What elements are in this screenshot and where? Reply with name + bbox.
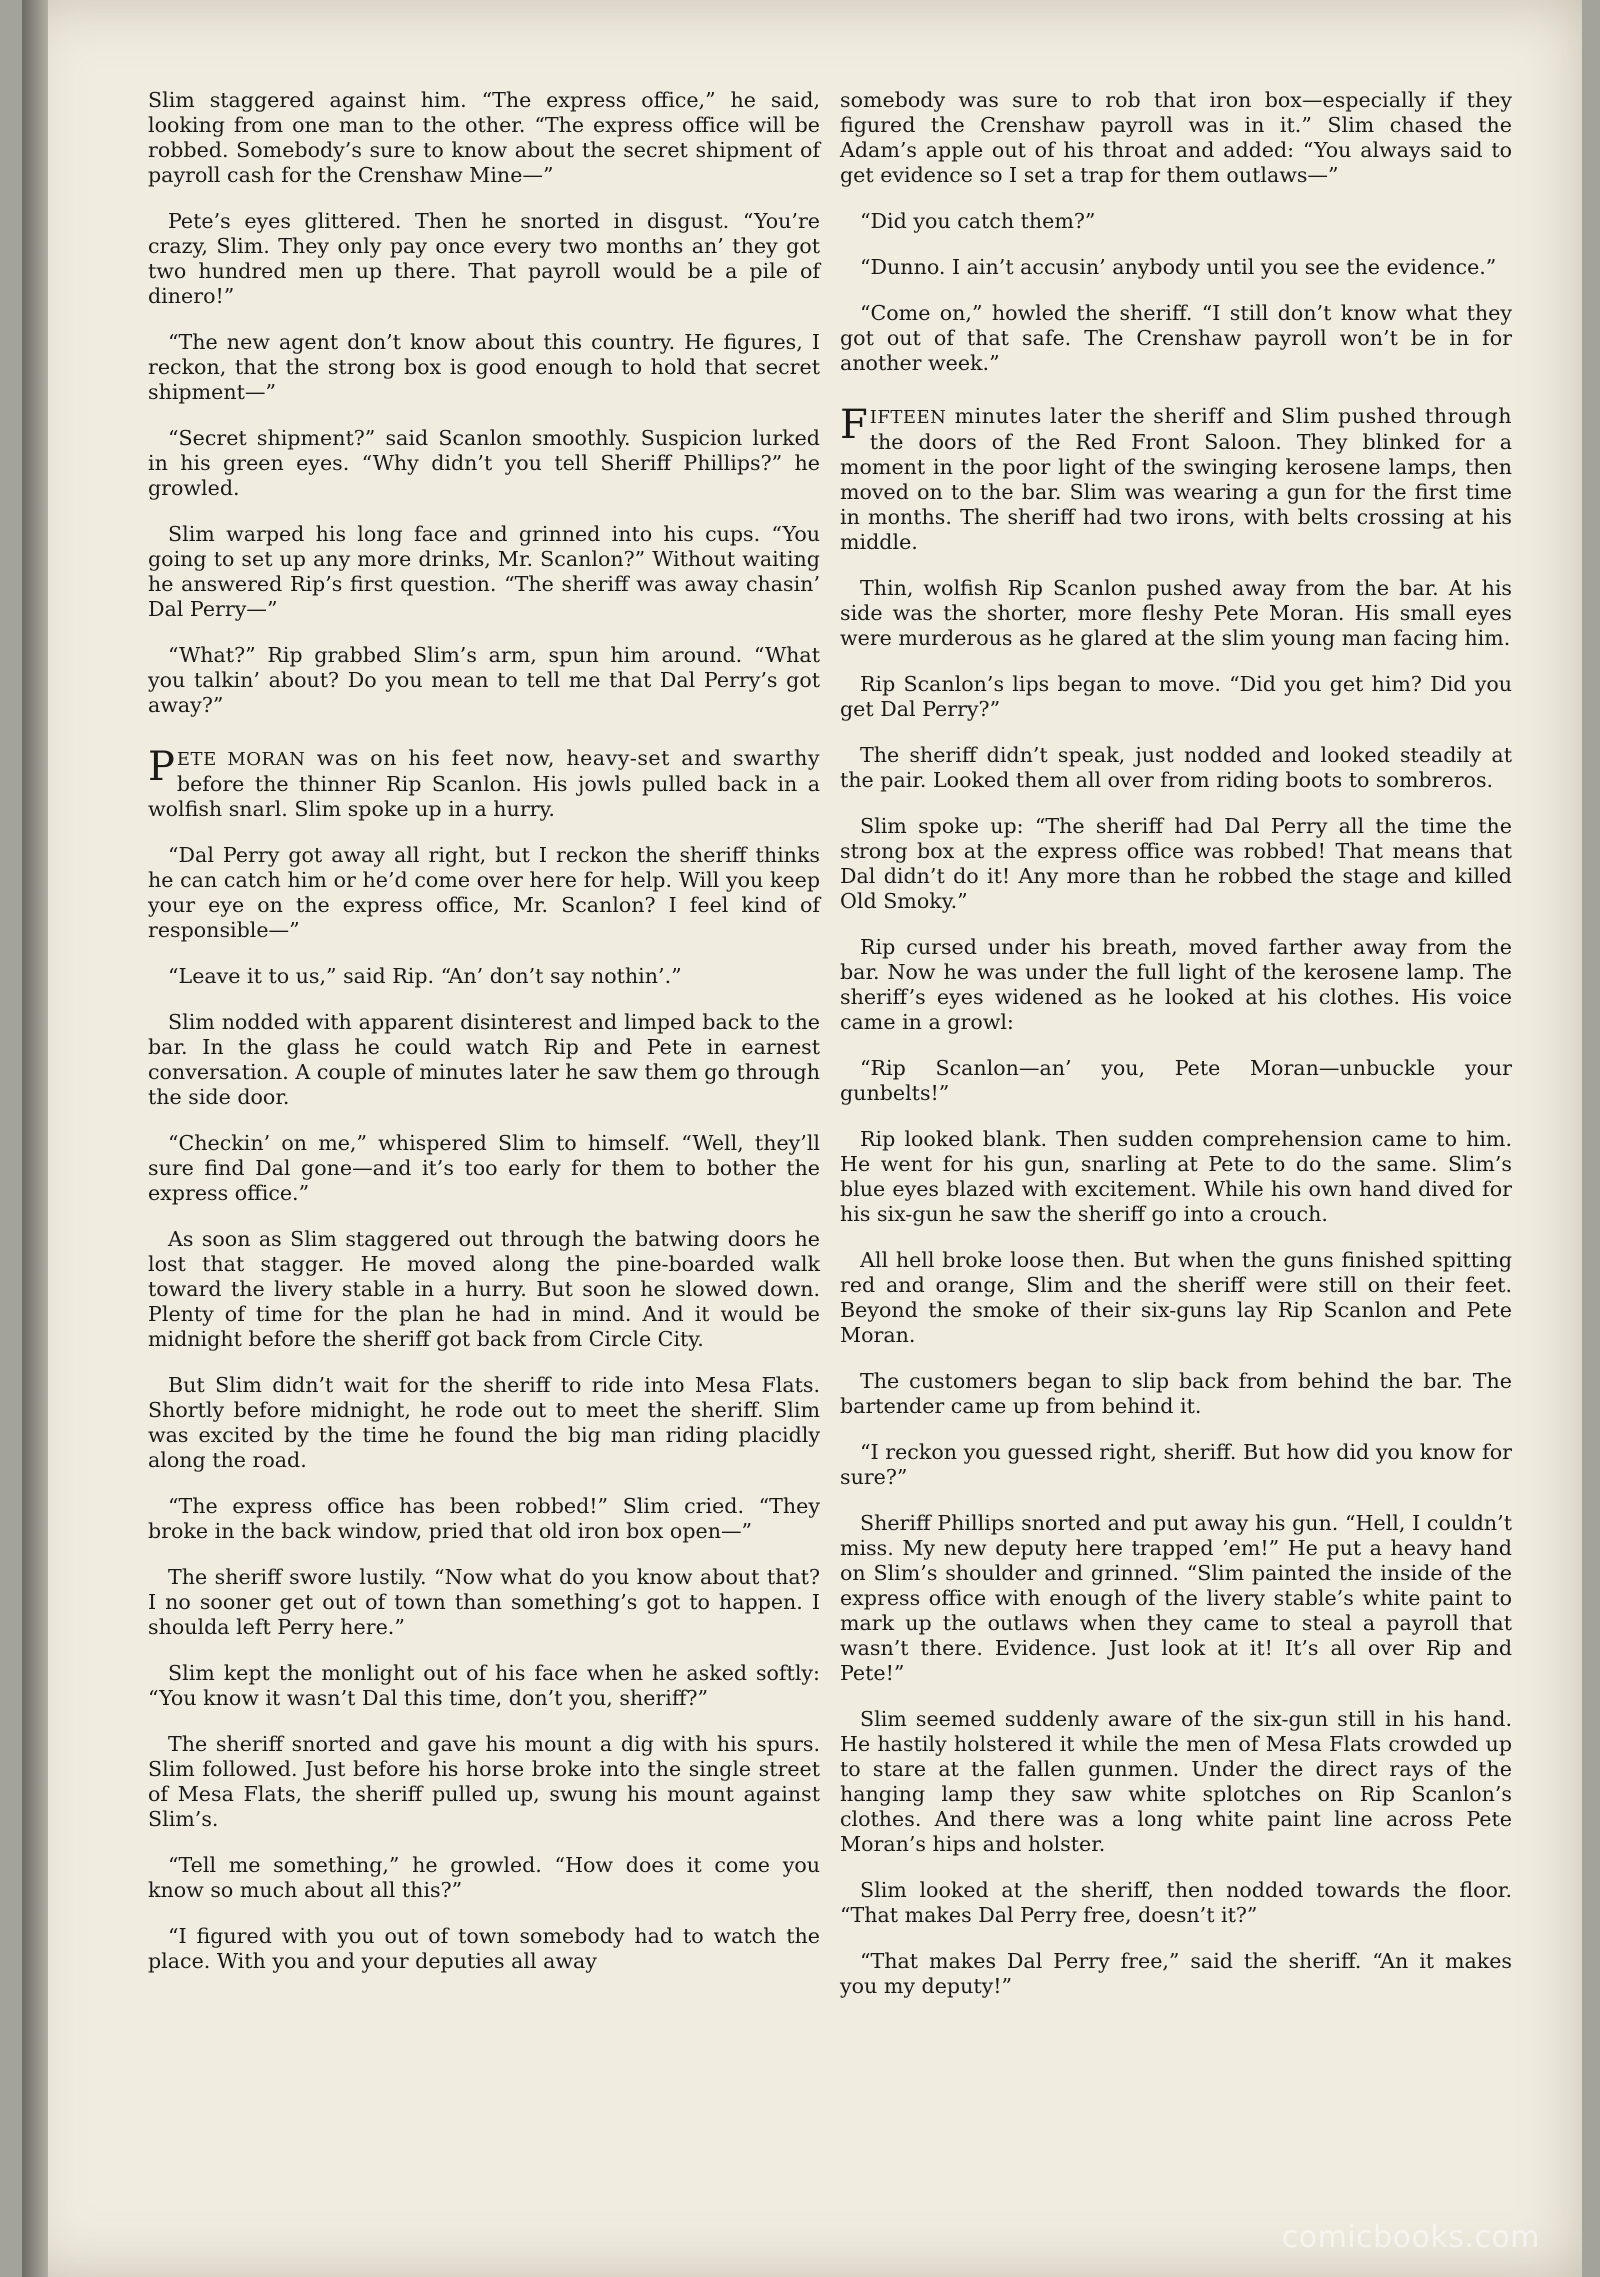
- paragraph: Slim kept the monlight out of his face when he asked softly: “You know it wasn’t Dal this time, don’t you, sheriff?”: [148, 1661, 820, 1710]
- paragraph: Thin, wolfish Rip Scanlon pushed away from the bar. At his side was the shorter, more fleshy Pete Moran. His small eyes were murderous as he glared at the slim young man facing him.: [840, 576, 1512, 650]
- paragraph: “Come on,” howled the sheriff. “I still don’t know what they got out of that safe. The Crenshaw payroll won’t be in for another week.”: [840, 301, 1512, 375]
- paragraph: Slim warped his long face and grinned into his cups. “You going to set up any more drinks, Mr. Scanlon?” Without waiting he answered Rip’s first question. “The sheriff was away chasin’ Dal Perry—”: [148, 522, 820, 621]
- opening-caps: IFTEEN: [869, 407, 947, 428]
- paragraph-text: was on his feet now, heavy-set and swarthy before the thinner Rip Scanlon. His jowls pulled back in a wolfish snarl. Slim spoke up in a hurry.: [148, 746, 820, 821]
- paragraph: “Secret shipment?” said Scanlon smoothly. Suspicion lurked in his green eyes. “Why didn’t you tell Sheriff Phillips?” he growled.: [148, 426, 820, 500]
- text-column-left: [148, 88, 820, 1995]
- text-column-right: [840, 88, 1512, 2020]
- paragraph: “That makes Dal Perry free,” said the sheriff. “An it makes you my deputy!”: [840, 1949, 1512, 1998]
- drop-cap: P: [148, 744, 175, 790]
- paragraph: The customers began to slip back from behind the bar. The bartender came up from behind it.: [840, 1369, 1512, 1418]
- paragraph: “Tell me something,” he growled. “How does it come you know so much about all this?”: [148, 1853, 820, 1902]
- paragraph: “Did you catch them?”: [860, 209, 1096, 233]
- paragraph: “The express office has been robbed!” Slim cried. “They broke in the back window, pried that old iron box open—”: [148, 1494, 820, 1543]
- paragraph: The sheriff snorted and gave his mount a dig with his spurs. Slim followed. Just before his horse broke into the single street of Mesa Flats, the sheriff pulled up, swung his mount against Slim’s.: [148, 1732, 820, 1831]
- section-opening-paragraph: [840, 404, 1512, 555]
- paragraph: “What?” Rip grabbed Slim’s arm, spun him around. “What you talkin’ about? Do you mean to tell me that Dal Perry’s got away?”: [148, 643, 820, 717]
- paragraph: Rip Scanlon’s lips began to move. “Did you get him? Did you get Dal Perry?”: [840, 672, 1512, 721]
- paragraph: The sheriff didn’t speak, just nodded and looked steadily at the pair. Looked them all over from riding boots to sombreros.: [840, 743, 1512, 792]
- paragraph: Slim looked at the sheriff, then nodded towards the floor. “That makes Dal Perry free, doesn’t it?”: [840, 1878, 1512, 1927]
- page-spine-shadow: [22, 0, 48, 2277]
- paragraph: Pete’s eyes glittered. Then he snorted in disgust. “You’re crazy, Slim. They only pay once every two months an’ they got two hundred men up there. That payroll would be a pile of dinero!”: [148, 209, 820, 308]
- paragraph: Slim spoke up: “The sheriff had Dal Perry all the time the strong box at the express office was robbed! That means that Dal didn’t do it! Any more than he robbed the stage and killed Old Smoky.”: [840, 814, 1512, 913]
- paragraph: “Dunno. I ain’t accusin’ anybody until you see the evidence.”: [860, 255, 1497, 279]
- paragraph: Slim seemed suddenly aware of the six-gun still in his hand. He hastily holstered it while the men of Mesa Flats crowded up to stare at the fallen gunmen. Under the direct rays of the hanging lamp they saw white splotches on Rip Scanlon’s clothes. And there was a long white paint line across Pete Moran’s hips and holster.: [840, 1707, 1512, 1856]
- paragraph: But Slim didn’t wait for the sheriff to ride into Mesa Flats. Shortly before midnight, he rode out to meet the sheriff. Slim was excited by the time he found the big man riding placidly along the road.: [148, 1373, 820, 1472]
- paragraph: “Rip Scanlon—an’ you, Pete Moran—unbuckle your gunbelts!”: [840, 1056, 1512, 1105]
- paragraph: All hell broke loose then. But when the guns finished spitting red and orange, Slim and the sheriff were still on their feet. Beyond the smoke of their six-guns lay Rip Scanlon and Pete Moran.: [840, 1248, 1512, 1347]
- paragraph: “Leave it to us,” said Rip. “An’ don’t say nothin’.”: [168, 964, 682, 988]
- paragraph: “I figured with you out of town somebody had to watch the place. With you and your deputies all away: [148, 1924, 820, 1973]
- paragraph: Rip cursed under his breath, moved farther away from the bar. Now he was under the full light of the kerosene lamp. The sheriff’s eyes widened as he looked at his clothes. His voice came in a growl:: [840, 935, 1512, 1034]
- section-opening-paragraph: [148, 746, 820, 822]
- paragraph: Slim nodded with apparent disinterest and limped back to the bar. In the glass he could watch Rip and Pete in earnest conversation. A couple of minutes later he saw them go through the side door.: [148, 1010, 820, 1109]
- paragraph-text: minutes later the sheriff and Slim pushed through the doors of the Red Front Saloon. They blinked for a moment in the poor light of the swinging kerosene lamps, then moved on to the bar. Slim was wearing a gun for the first time in months. The sheriff had two irons, with belts crossing at his middle.: [840, 404, 1512, 554]
- paragraph: Slim staggered against him. “The express office,” he said, looking from one man to the other. “The express office will be robbed. Somebody’s sure to know about the secret shipment of payroll cash for the Crenshaw Mine—”: [148, 88, 820, 187]
- magazine-page: [22, 0, 1582, 2277]
- drop-cap: F: [840, 402, 868, 448]
- paragraph: “Dal Perry got away all right, but I reckon the sheriff thinks he can catch him or he’d come over here for help. Will you keep your eye on the express office, Mr. Scanlon? I feel kind of responsible—”: [148, 843, 820, 942]
- opening-caps: ETE MORAN: [176, 749, 306, 770]
- paragraph: “The new agent don’t know about this country. He figures, I reckon, that the strong box is good enough to hold that secret shipment—”: [148, 330, 820, 404]
- paragraph: Sheriff Phillips snorted and put away his gun. “Hell, I couldn’t miss. My new deputy here trapped ’em!” He put a heavy hand on Slim’s shoulder and grinned. “Slim painted the inside of the express office with enough of the livery stable’s white paint to mark up the outlaws when they came to steal a payroll that wasn’t there. Evidence. Just look at it! It’s all over Rip and Pete!”: [840, 1511, 1512, 1685]
- paragraph: The sheriff swore lustily. “Now what do you know about that? I no sooner get out of town than something’s got to happen. I shoulda left Perry here.”: [148, 1565, 820, 1639]
- paragraph: Rip looked blank. Then sudden comprehension came to him. He went for his gun, snarling at Pete to do the same. Slim’s blue eyes blazed with excitement. While his own hand dived for his six-gun he saw the sheriff go into a crouch.: [840, 1127, 1512, 1226]
- paragraph: As soon as Slim staggered out through the batwing doors he lost that stagger. He moved along the pine-boarded walk toward the livery stable in a hurry. But soon he slowed down. Plenty of time for the plan he had in mind. And it would be midnight before the sheriff got back from Circle City.: [148, 1227, 820, 1351]
- paragraph: somebody was sure to rob that iron box—especially if they figured the Crenshaw payroll was in it.” Slim chased the Adam’s apple out of his throat and added: “You always said to get evidence so I set a trap for them outlaws—”: [840, 88, 1512, 187]
- site-watermark: comicbooks.com: [1281, 2220, 1540, 2255]
- paragraph: “I reckon you guessed right, sheriff. But how did you know for sure?”: [840, 1440, 1512, 1489]
- paragraph: “Checkin’ on me,” whispered Slim to himself. “Well, they’ll sure find Dal gone—and it’s too early for them to bother the express office.”: [148, 1131, 820, 1205]
